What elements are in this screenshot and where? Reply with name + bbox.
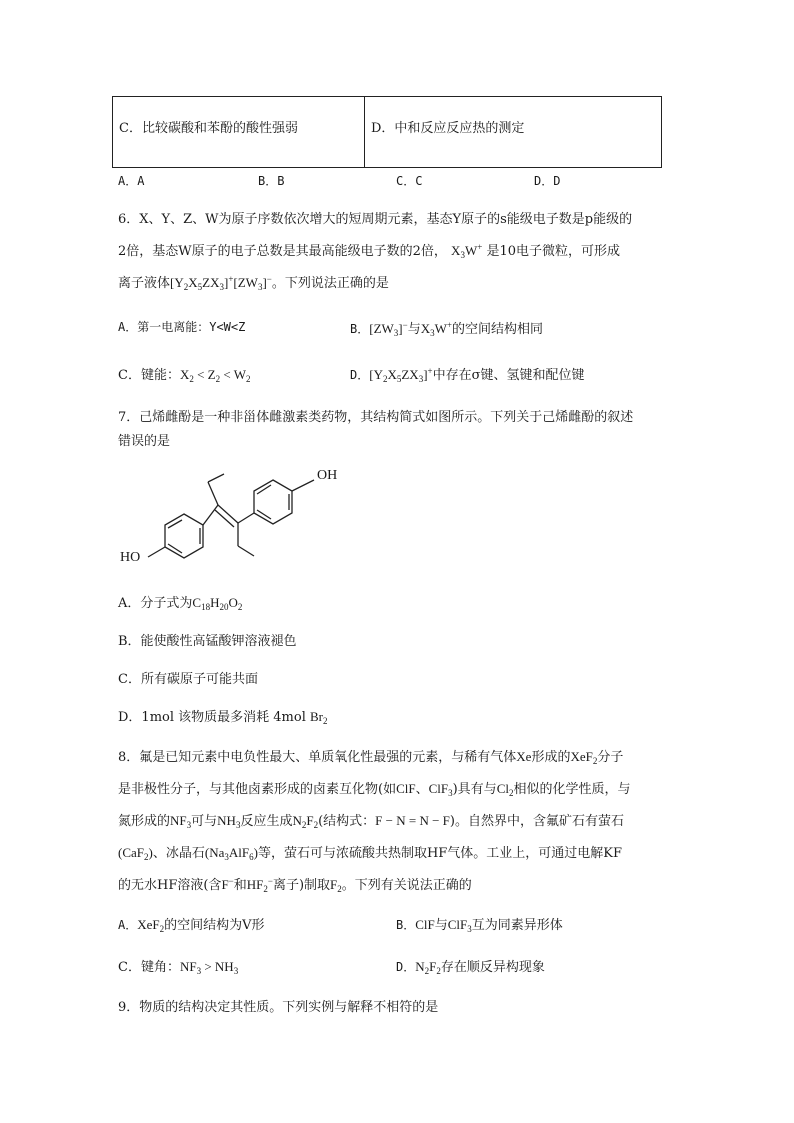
hydroxyl-bottom-label: HO [120, 550, 141, 565]
table-cell-d: D．中和反应反应热的测定 [371, 121, 525, 136]
q8-line2: 是非极性分子，与其他卤素形成的卤素互化物(如ClF、ClF$_3$)具有与$Cl_2$相似的化学性质，与 [118, 781, 631, 798]
q8-line3: 氮形成的$NF_3$可与$NH_3$反应生成$N_2F_2$(结构式：F − N = N − F)。自然界中，含氟矿石有萤石 [118, 813, 624, 830]
q7-option-d[interactable]: D．1mol 该物质最多消耗 4mol $Br_2$ [118, 709, 328, 726]
q6-option-c[interactable]: C．键能：$X_2 < Z_2 < W_2$ [118, 367, 251, 384]
q8-option-d[interactable]: D．$N_2F_2$存在顺反异构现象 [396, 959, 545, 976]
diethylstilbestrol-structure [118, 468, 358, 582]
q6-option-a[interactable]: A．第一电离能：Y<W<Z [118, 320, 246, 334]
q7-line2: 错误的是 [118, 434, 171, 449]
q5-option-b[interactable]: B．B [258, 174, 285, 188]
experiment-table [112, 96, 662, 168]
q6-line2: 2倍，基态W原子的电子总数是其最高能级电子数的2倍， $X_3W^+$ 是10电子微粒，可形成 [118, 242, 620, 260]
q8-option-c[interactable]: C．键角：$NF_3 > NH_3$ [118, 959, 239, 976]
q7-line1: 7．己烯雌酚是一种非甾体雌激素类药物，其结构简式如图所示。下列关于己烯雌酚的叙述 [118, 410, 634, 425]
q8-line4: (CaF$_2$)、冰晶石$(Na_3AlF_6)$等，萤石可与浓硫酸共热制取HF气体。工业上，可通过电解KF [118, 845, 623, 862]
q7-option-b[interactable]: B．能使酸性高锰酸钾溶液褪色 [118, 634, 297, 649]
q5-option-c[interactable]: C．C [396, 174, 423, 188]
q8-line1: 8．氟是已知元素中电负性最大、单质氧化性最强的元素，与稀有气体Xe形成的XeF$_2$分子 [118, 749, 624, 766]
hydroxyl-top-label: OH [317, 468, 338, 483]
q5-option-d[interactable]: D．D [534, 174, 561, 188]
q8-option-a[interactable]: A．XeF$_2$的空间结构为V形 [118, 917, 265, 934]
structure-diagram [118, 468, 358, 578]
q5-option-a[interactable]: A．A [118, 174, 145, 188]
q6-line3: 离子液体$[Y_2X_5ZX_3]^+[ZW_3]^-$。下列说法正确的是 [118, 274, 389, 292]
q8-option-b[interactable]: B．ClF与ClF$_3$互为同素异形体 [396, 917, 563, 934]
q6-option-b[interactable]: B．$[ZW_3]^-$与$X_3W^+$的空间结构相同 [350, 320, 543, 338]
q7-option-c[interactable]: C．所有碳原子可能共面 [118, 672, 258, 687]
table-cell-c: C．比较碳酸和苯酚的酸性强弱 [113, 97, 365, 167]
q9-line1: 9．物质的结构决定其性质。下列实例与解释不相符的是 [118, 1000, 439, 1015]
q6-option-d[interactable]: D．$[Y_2X_5ZX_3]^+$中存在σ键、氢键和配位键 [350, 366, 585, 384]
q8-line5: 的无水HF溶液(含F−和$HF_2^-$离子)制取$F_2$。下列有关说法正确的 [118, 876, 472, 894]
q7-option-a[interactable]: A．分子式为$C_{18}H_{20}O_2$ [118, 595, 243, 612]
q5-options [118, 172, 618, 190]
q6-line1: 6．X、Y、Z、W为原子序数依次增大的短周期元素，基态Y原子的s能级电子数是p能级的 [118, 212, 633, 227]
